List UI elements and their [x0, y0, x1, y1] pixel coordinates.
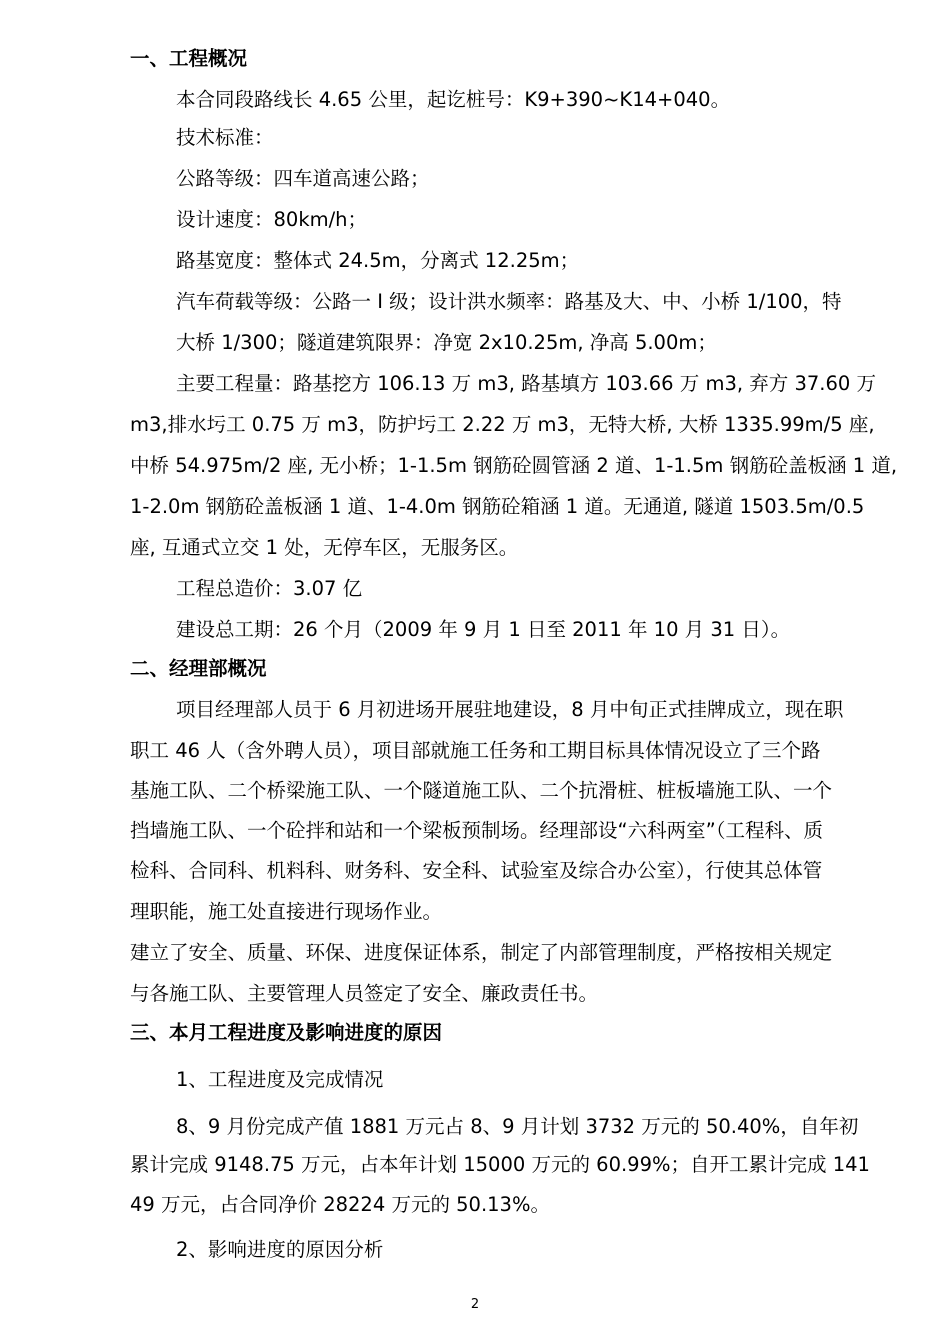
- paragraph-line: 建立了安全、质量、环保、进度保证体系，制定了内部管理制度，严格按相关规定: [130, 941, 833, 964]
- paragraph-line: 中桥 54.975m/2 座, 无小桥；1-1.5m 钢筋砼圆管涵 2 道、1-1.5m 钢筋砼盖板涵 1 道,: [130, 454, 898, 477]
- paragraph-line: 累计完成 9148.75 万元，占本年计划 15000 万元的 60.99%；自开工累计完成 141: [130, 1153, 870, 1176]
- paragraph-line: 理职能，施工处直接进行现场作业。: [130, 900, 443, 923]
- paragraph-line: m3,排水圬工 0.75 万 m3，防护圬工 2.22 万 m3，无特大桥, 大桥 1335.99m/5 座,: [130, 413, 875, 436]
- paragraph-line: 汽车荷载等级：公路一 I 级；设计洪水频率：路基及大、中、小桥 1/100，特: [176, 290, 842, 313]
- paragraph-line: 技术标准：: [176, 126, 274, 149]
- paragraph-line: 49 万元，占合同净价 28224 万元的 50.13%。: [130, 1193, 550, 1216]
- paragraph-line: 主要工程量：路基挖方 106.13 万 m3, 路基填方 103.66 万 m3, 弃方 37.60 万: [176, 372, 876, 395]
- paragraph-line: 检科、合同科、机料科、财务科、安全科、试验室及综合办公室），行使其总体管: [130, 859, 823, 882]
- paragraph-line: 8、9 月份完成产值 1881 万元占 8、9 月计划 3732 万元的 50.40%，自年初: [176, 1115, 859, 1138]
- paragraph-line: 1-2.0m 钢筋砼盖板涵 1 道、1-4.0m 钢筋砼箱涵 1 道。无通道, 隧道 1503.5m/0.5: [130, 495, 865, 518]
- page-number: 2: [470, 1297, 480, 1312]
- section-heading-overview: 一、工程概况: [130, 47, 248, 70]
- paragraph-line: 建设总工期：26 个月（2009 年 9 月 1 日至 2011 年 10 月 31 日）。: [176, 618, 791, 641]
- subsection-heading: 1、工程进度及完成情况: [176, 1068, 384, 1091]
- paragraph-line: 路基宽度：整体式 24.5m，分离式 12.25m；: [176, 249, 580, 272]
- paragraph-line: 与各施工队、主要管理人员签定了安全、廉政责任书。: [130, 982, 599, 1005]
- paragraph-line: 座, 互通式立交 1 处，无停车区，无服务区。: [130, 536, 519, 559]
- paragraph-line: 基施工队、二个桥梁施工队、一个隧道施工队、二个抗滑桩、桩板墙施工队、一个: [130, 779, 833, 802]
- paragraph-line: 工程总造价：3.07 亿: [176, 577, 363, 600]
- section-heading-department: 二、经理部概况: [130, 657, 267, 680]
- paragraph-line: 设计速度：80km/h；: [176, 208, 368, 231]
- paragraph-line: 公路等级：四车道高速公路；: [176, 167, 430, 190]
- paragraph-line: 挡墙施工队、一个砼拌和站和一个梁板预制场。经理部设“六科两室”（工程科、质: [130, 819, 823, 842]
- paragraph-line: 大桥 1/300；隧道建筑限界：净宽 2x10.25m, 净高 5.00m；: [176, 331, 717, 354]
- paragraph-line: 项目经理部人员于 6 月初进场开展驻地建设，8 月中旬正式挂牌成立，现在职: [176, 698, 844, 721]
- paragraph-line: 本合同段路线长 4.65 公里，起讫桩号：K9+390~K14+040。: [176, 88, 731, 111]
- paragraph-line: 职工 46 人（含外聘人员），项目部就施工任务和工期目标具体情况设立了三个路: [130, 739, 821, 762]
- section-heading-progress: 三、本月工程进度及影响进度的原因: [130, 1021, 443, 1044]
- subsection-heading: 2、影响进度的原因分析: [176, 1238, 384, 1261]
